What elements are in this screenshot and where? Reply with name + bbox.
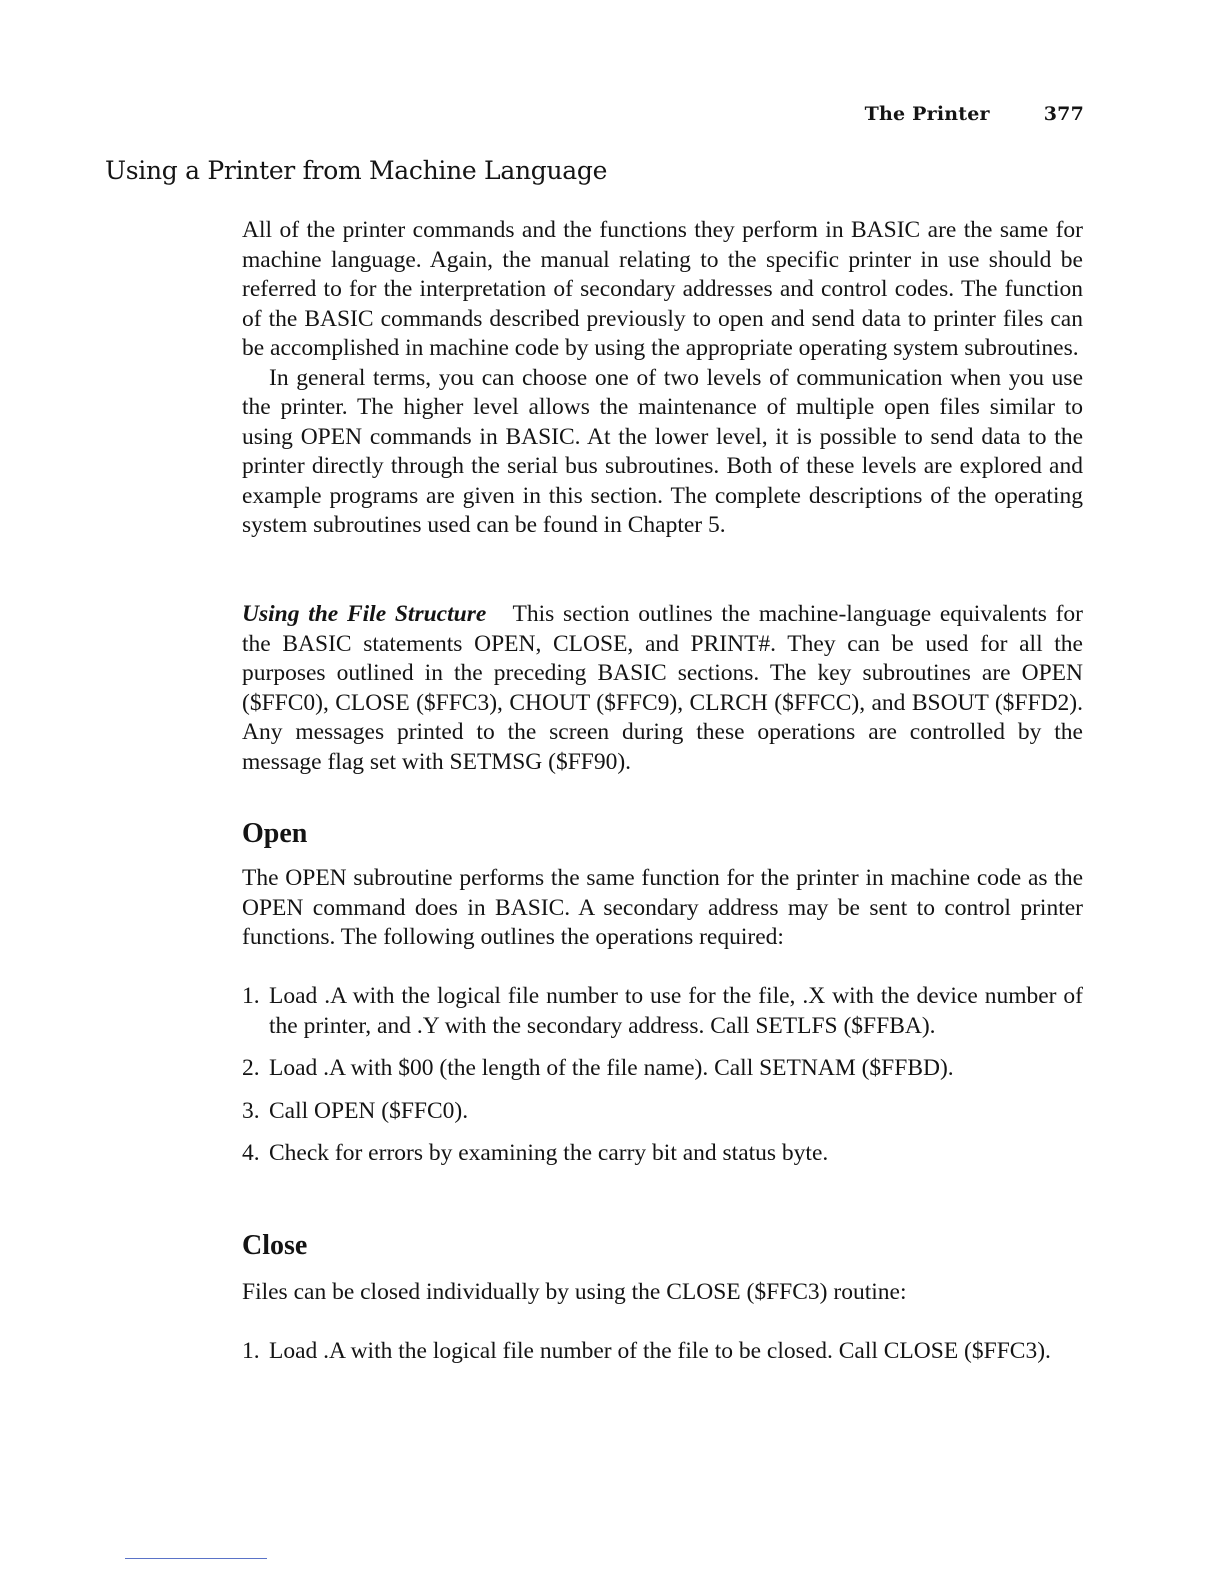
step-number: 4. (242, 1140, 260, 1166)
open-intro (242, 864, 1083, 953)
intro-paragraph-1: All of the printer commands and the functions they perform in BASIC are the same for machine language. Again, the manual relating to the specific printer in use should be referred to for the interpretation of secondary addresses and control codes. The function of the BASIC commands described previously to open and send data to printer files can be accomplished in machine code by using the appropriate operating system subroutines. (242, 217, 1083, 361)
file-structure-paragraph (242, 600, 1083, 777)
step-text: Load .A with the logical file number to use for the file, .X with the device number of the printer, and .Y with the secondary address. Call SETLFS ($FFBA). (269, 983, 1083, 1039)
close-paragraph: Files can be closed individually by using the CLOSE ($FFC3) routine: (242, 1279, 907, 1305)
step-text: Load .A with the logical file number of the file to be closed. Call CLOSE ($FFC3). (269, 1338, 1051, 1364)
file-structure-block (242, 600, 1083, 777)
list-item (242, 1054, 1083, 1084)
step-text: Check for errors by examining the carry bit and status byte. (269, 1140, 829, 1166)
open-steps-list (242, 982, 1083, 1182)
open-paragraph: The OPEN subroutine performs the same function for the printer in machine code as the OPEN command does in BASIC. A secondary address may be sent to control printer functions. The following outlines the operations required: (242, 865, 1083, 950)
file-structure-runin-heading: Using the File Structure (242, 601, 487, 627)
step-text: Call OPEN ($FFC0). (269, 1097, 469, 1124)
close-intro (242, 1278, 1083, 1308)
step-number: 3. (242, 1097, 260, 1124)
file-structure-text: This section outlines the machine-language equivalents for the BASIC statements OPEN, CLOSE, and PRINT#. They can be used for all the purposes outlined in the preceding BASIC sections. The key subroutines are OPEN ($FFC0), CLOSE ($FFC3), CHOUT ($FFC9), CLRCH ($FFCC), and BSOUT ($FFD2). Any messages printed to the screen during these operations are controlled by the message flag set with SETMSG ($FF90). (242, 601, 1084, 775)
running-title: The Printer (864, 103, 990, 125)
intro-paragraph-2: In general terms, you can choose one of two levels of communication when you use the printer. The higher level allows the maintenance of multiple open files similar to using OPEN commands in BASIC. At the lower level, it is possible to send data to the printer directly through the serial bus subroutines. Both of these levels are explored and example programs are given in this section. The complete descriptions of the operating system subroutines used can be found in Chapter 5. (242, 364, 1083, 538)
list-item (242, 1139, 1083, 1169)
step-number: 2. (242, 1055, 260, 1081)
step-text: Load .A with $00 (the length of the file name). Call SETNAM ($FFBD). (269, 1055, 954, 1081)
close-heading: Close (242, 1230, 308, 1261)
open-heading: Open (242, 818, 308, 849)
step-number: 1. (242, 983, 260, 1009)
footer-rule (125, 1558, 267, 1559)
step-number: 1. (242, 1338, 260, 1364)
page-number: 377 (1043, 103, 1084, 125)
running-head (865, 103, 1084, 125)
list-item (242, 1097, 1083, 1127)
section-title: Using a Printer from Machine Language (105, 156, 608, 185)
close-steps-list (242, 1337, 1083, 1380)
list-item (242, 1337, 1083, 1367)
intro-block (242, 216, 1083, 541)
list-item (242, 982, 1083, 1041)
